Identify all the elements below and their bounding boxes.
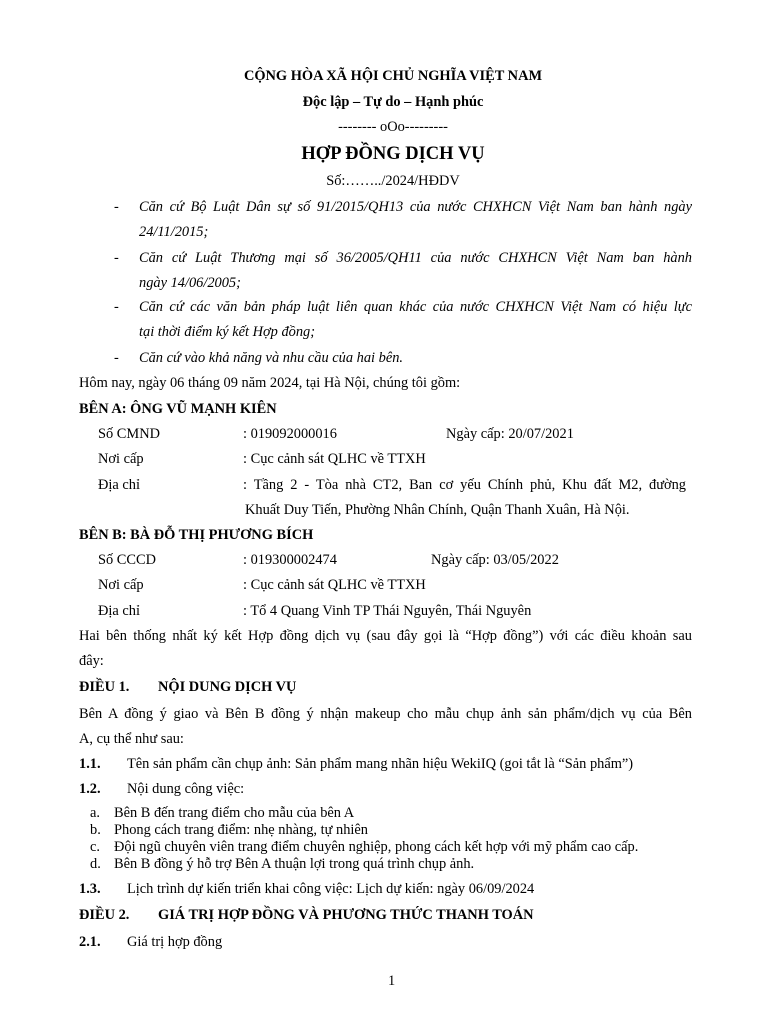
preamble-marker: - [114,299,119,315]
party-a-place-value: : Cục cảnh sát QLHC về TTXH [243,451,426,467]
preamble-item-line: 24/11/2015; [139,224,209,240]
clause-text: Lịch trình dự kiến triển khai công việc: Lịch dự kiến: ngày 06/09/2024 [127,881,535,897]
task-text: Phong cách trang điểm: nhẹ nhàng, tự nhiên [114,822,368,838]
preamble-item-line: Căn cứ Bộ Luật Dân sự số 91/2015/QH13 của nước CHXHCN Việt Nam ban hành ngày [139,199,692,215]
task-text: Bên B đồng ý hỗ trợ Bên A thuận lợi trong quá trình chụp ảnh. [114,856,475,872]
clause-text: Tên sản phẩm cần chụp ảnh: Sản phẩm mang nhãn hiệu WekiIQ (goi tắt là “Sản phẩm”) [127,756,634,772]
meeting-date-line: Hôm nay, ngày 06 tháng 09 năm 2024, tại Hà Nội, chúng tôi gồm: [79,375,461,391]
preamble-item-line: Căn cứ các văn bản pháp luật liên quan khác của nước CHXHCN Việt Nam có hiệu lực [139,299,692,315]
party-b-place-label: Nơi cấp [98,577,144,593]
party-a-address-line: Khuất Duy Tiến, Phường Nhân Chính, Quận Thanh Xuân, Hà Nội. [245,502,630,518]
preamble-marker: - [114,250,119,266]
agreement-line: Hai bên thống nhất ký kết Hợp đồng dịch vụ (sau đây gọi là “Hợp đồng”) với các điều khoản sau [79,628,692,644]
party-b-heading: BÊN B: BÀ ĐỖ THỊ PHƯƠNG BÍCH [79,527,314,543]
clause-text: Nội dung công việc: [127,781,245,797]
party-a-place-label: Nơi cấp [98,451,144,467]
task-marker: d. [90,856,101,872]
party-a-issue-date: Ngày cấp: 20/07/2021 [446,426,574,442]
article-1-heading: NỘI DUNG DỊCH VỤ [158,679,297,695]
party-b-issue-date: Ngày cấp: 03/05/2022 [431,552,559,568]
task-text: Đội ngũ chuyên viên trang điểm chuyên nghiệp, phong cách kết hợp với mỹ phẩm cao cấp. [114,839,639,855]
clause-text: Giá trị hợp đồng [127,934,223,950]
task-text: Bên B đến trang điểm cho mẫu của bên A [114,805,355,821]
contract-number: Số:……../2024/HĐDV [326,173,460,189]
task-marker: b. [90,822,101,838]
task-marker: a. [90,805,100,821]
agreement-line: đây: [79,653,104,669]
preamble-marker: - [114,350,119,366]
party-b-address-value: : Tổ 4 Quang Vinh TP Thái Nguyên, Thái Nguyên [243,603,532,619]
preamble-item-line: Căn cứ Luật Thương mại số 36/2005/QH11 của nước CHXHCN Việt Nam ban hành [139,250,692,266]
article-1-intro-line: A, cụ thể như sau: [79,731,184,747]
header-separator: -------- oOo--------- [338,119,448,135]
article-2-heading: GIÁ TRỊ HỢP ĐỒNG VÀ PHƯƠNG THỨC THANH TOÁN [158,907,534,923]
article-1-intro-line: Bên A đồng ý giao và Bên B đồng ý nhận makeup cho mẫu chụp ảnh sản phẩm/dịch vụ của Bên [79,706,692,722]
preamble-marker: - [114,199,119,215]
party-a-id-label: Số CMND [98,426,160,442]
party-a-address-label: Địa chỉ [98,477,140,493]
article-2-number: ĐIỀU 2. [79,907,130,923]
task-marker: c. [90,839,100,855]
party-b-place-value: : Cục cảnh sát QLHC về TTXH [243,577,426,593]
clause-number: 1.2. [79,781,101,797]
clause-number: 1.1. [79,756,101,772]
contract-title: HỢP ĐỒNG DỊCH VỤ [301,144,485,164]
national-motto: Độc lập – Tự do – Hạnh phúc [302,94,484,110]
clause-number: 2.1. [79,934,101,950]
preamble-item-line: Căn cứ vào khả năng và nhu cầu của hai bên. [139,350,404,366]
party-b-address-label: Địa chỉ [98,603,140,619]
page-number: 1 [388,973,396,989]
party-a-id-value: : 019092000016 [243,426,337,442]
preamble-item-line: tại thời điểm ký kết Hợp đồng; [139,324,316,340]
party-a-address-line: : Tầng 2 - Tòa nhà CT2, Ban cơ yếu Chính phủ, Khu đất M2, đường [243,477,686,493]
clause-number: 1.3. [79,881,101,897]
article-1-number: ĐIỀU 1. [79,679,130,695]
party-b-id-value: : 019300002474 [243,552,337,568]
preamble-item-line: ngày 14/06/2005; [139,275,241,291]
party-a-heading: BÊN A: ÔNG VŨ MẠNH KIÊN [79,401,277,417]
party-b-id-label: Số CCCD [98,552,156,568]
country-name: CỘNG HÒA XÃ HỘI CHỦ NGHĨA VIỆT NAM [243,68,543,84]
